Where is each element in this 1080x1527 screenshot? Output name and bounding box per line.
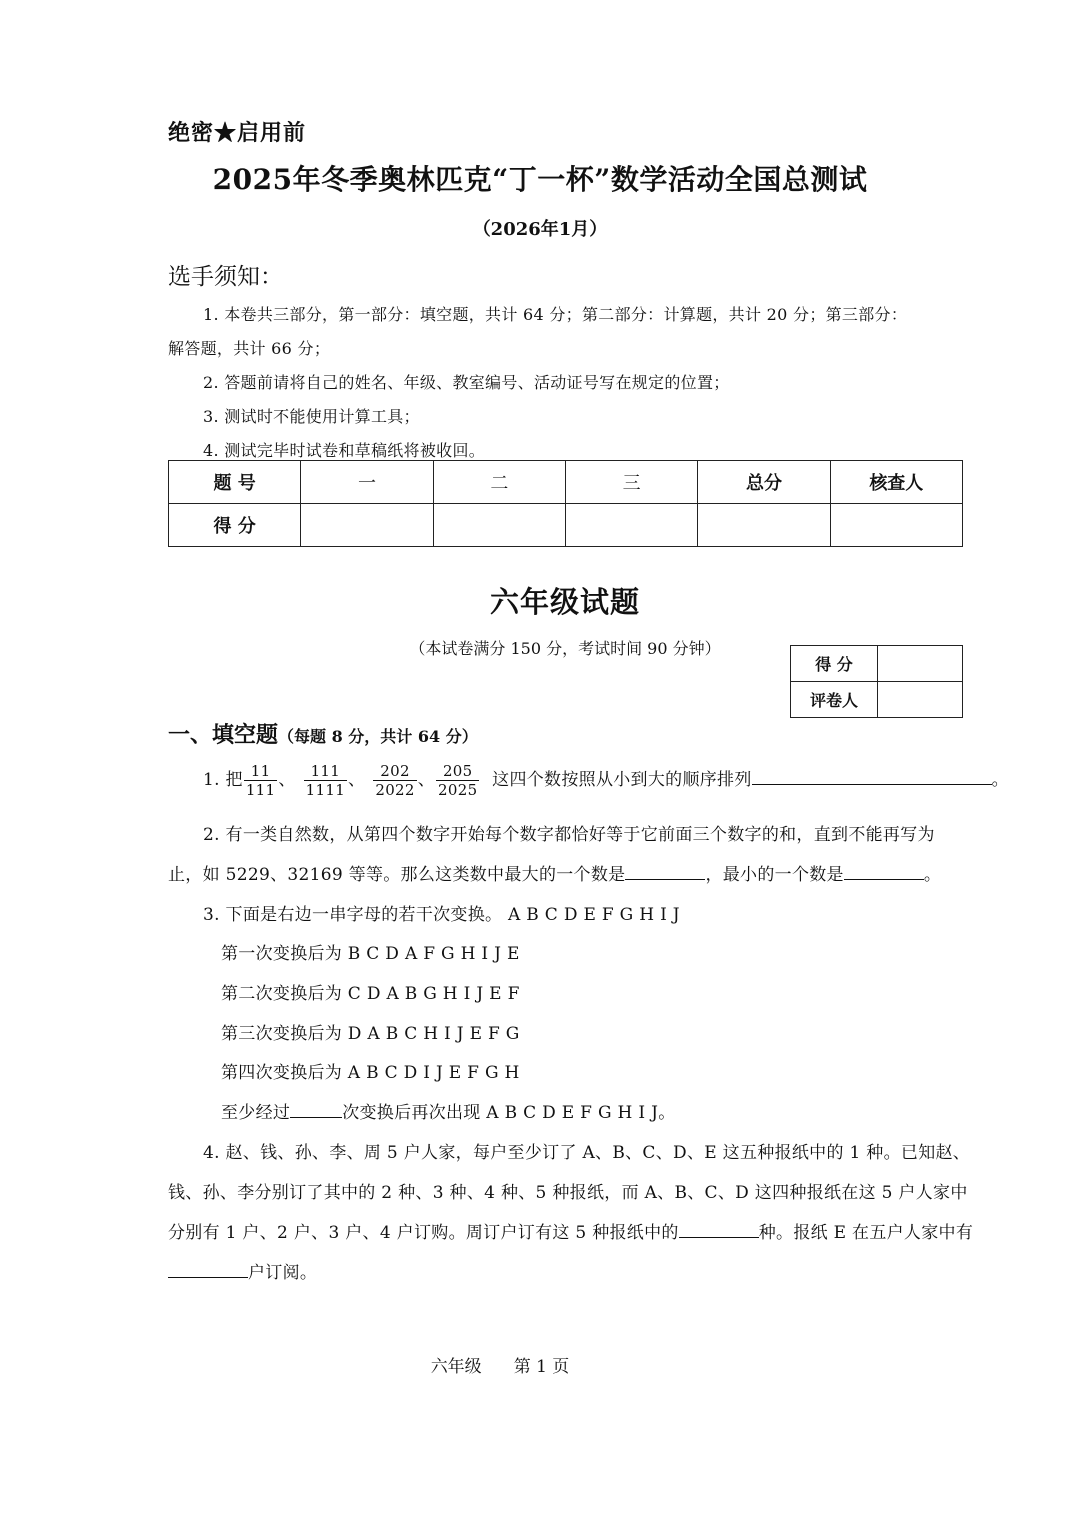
score-cell[interactable]	[565, 504, 697, 547]
score-cell[interactable]	[830, 504, 962, 547]
grader-name-cell[interactable]	[878, 682, 963, 718]
separator: 、	[348, 770, 366, 790]
fraction	[436, 762, 479, 799]
question-3-intro: 3. 下面是右边一串字母的若干次变换。 A B C D E F G H I J	[203, 905, 680, 925]
grader-name-label: 评卷人	[791, 682, 878, 718]
fraction	[373, 762, 416, 799]
score-header-cell: 题 号	[169, 461, 301, 504]
question-2-line-2	[168, 860, 941, 885]
fraction-numerator: 202	[373, 762, 416, 781]
question-3-step-3: 第三次变换后为 D A B C H I J E F G	[221, 1024, 520, 1044]
fraction	[244, 762, 278, 799]
fraction-numerator: 111	[304, 762, 347, 781]
question-3-step-4: 第四次变换后为 A B C D I J E F G H	[221, 1063, 520, 1083]
q3-text: 至少经过	[221, 1103, 291, 1123]
q1-text: 这四个数按照从小到大的顺序排列	[492, 770, 752, 790]
separator: 、	[278, 770, 296, 790]
section-title: 一、填空题	[168, 722, 279, 748]
grade-title: 六年级试题	[489, 585, 640, 619]
q2-text: 止，如 5229、32169 等等。那么这类数中最大的一个数是	[168, 865, 626, 885]
notice-line-1: 1. 本卷共三部分，第一部分：填空题，共计 64 分；第二部分：计算题，共计 20 分；第三部分：	[203, 305, 908, 324]
answer-blank[interactable]	[290, 1116, 342, 1118]
grade-note: （本试卷满分 150 分，考试时间 90 分钟）	[409, 639, 721, 658]
confidential-mark: 绝密★启用前	[168, 120, 307, 146]
question-4-line-1: 4. 赵、钱、孙、李、周 5 户人家，每户至少订了 A、B、C、D、E 这五种报纸中的 1 种。已知赵、	[203, 1143, 971, 1163]
q2-text: ，最小的一个数是	[705, 865, 844, 885]
answer-blank[interactable]	[844, 878, 924, 880]
fraction-denominator: 1111	[305, 781, 346, 799]
question-1	[203, 762, 1009, 799]
score-header-cell: 核查人	[830, 461, 962, 504]
score-row-label: 得 分	[169, 504, 301, 547]
separator: 、	[417, 770, 436, 790]
section-note: （每题 8 分，共计 64 分）	[278, 727, 478, 746]
question-2-line-1: 2. 有一类自然数，从第四个数字开始每个数字都恰好等于它前面三个数字的和，直到不能再写为	[203, 825, 935, 845]
fraction-numerator: 205	[436, 762, 479, 781]
q1-prefix: 1. 把	[203, 770, 243, 790]
score-table-header-row	[169, 461, 963, 504]
grader-table	[790, 645, 963, 718]
notice-line-4: 4. 测试完毕时试卷和草稿纸将被收回。	[203, 441, 486, 460]
notice-line-1-cont: 解答题，共计 66 分；	[168, 339, 331, 358]
fraction-denominator: 2022	[375, 781, 415, 799]
q3-text: 次变换后再次出现 A B C D E F G H I J。	[342, 1103, 676, 1123]
score-cell[interactable]	[433, 504, 565, 547]
section-heading	[168, 718, 478, 749]
q4-text: 种。报纸 E 在五户人家中有	[758, 1223, 974, 1243]
exam-title: 2025年冬季奥林匹克“丁一杯”数学活动全国总测试	[212, 163, 868, 196]
q2-end: 。	[923, 865, 942, 885]
q1-end: 。	[991, 770, 1009, 790]
score-table-score-row	[169, 504, 963, 547]
q4-text: 分别有 1 户、2 户、3 户、4 户订购。周订户订有这 5 种报纸中的	[168, 1223, 679, 1243]
grader-score-label: 得 分	[791, 646, 878, 682]
exam-date: （2026年1月）	[472, 219, 608, 240]
notice-heading: 选手须知：	[168, 264, 283, 290]
question-4-line-3	[168, 1218, 973, 1243]
fraction	[304, 762, 347, 799]
fraction-numerator: 11	[244, 762, 278, 781]
question-4-line-2: 钱、孙、李分别订了其中的 2 种、3 种、4 种、5 种报纸，而 A、B、C、D 这四种报纸在这 5 户人家中	[168, 1183, 968, 1203]
answer-blank[interactable]	[168, 1276, 248, 1278]
question-3-step-1: 第一次变换后为 B C D A F G H I J E	[221, 944, 520, 964]
question-3-step-2: 第二次变换后为 C D A B G H I J E F	[221, 984, 520, 1004]
answer-blank[interactable]	[679, 1236, 759, 1238]
footer-grade: 六年级	[430, 1357, 482, 1377]
grader-score-cell[interactable]	[878, 646, 963, 682]
footer-page-number: 第 1 页	[513, 1357, 570, 1377]
notice-line-3: 3. 测试时不能使用计算工具；	[203, 407, 420, 426]
question-3-final	[221, 1098, 676, 1123]
page-footer	[0, 1352, 1000, 1377]
score-table	[168, 460, 963, 547]
answer-blank[interactable]	[752, 783, 992, 785]
score-cell[interactable]	[301, 504, 433, 547]
answer-blank[interactable]	[625, 878, 705, 880]
fraction-denominator: 111	[245, 781, 276, 799]
score-header-cell: 一	[301, 461, 433, 504]
question-4-line-4	[168, 1258, 317, 1283]
notice-line-2: 2. 答题前请将自己的姓名、年级、教室编号、活动证号写在规定的位置；	[203, 373, 730, 392]
score-header-cell: 三	[565, 461, 697, 504]
q4-text: 户订阅。	[248, 1263, 318, 1283]
score-cell[interactable]	[698, 504, 830, 547]
score-header-cell: 总分	[698, 461, 830, 504]
score-header-cell: 二	[433, 461, 565, 504]
fraction-denominator: 2025	[438, 781, 478, 799]
